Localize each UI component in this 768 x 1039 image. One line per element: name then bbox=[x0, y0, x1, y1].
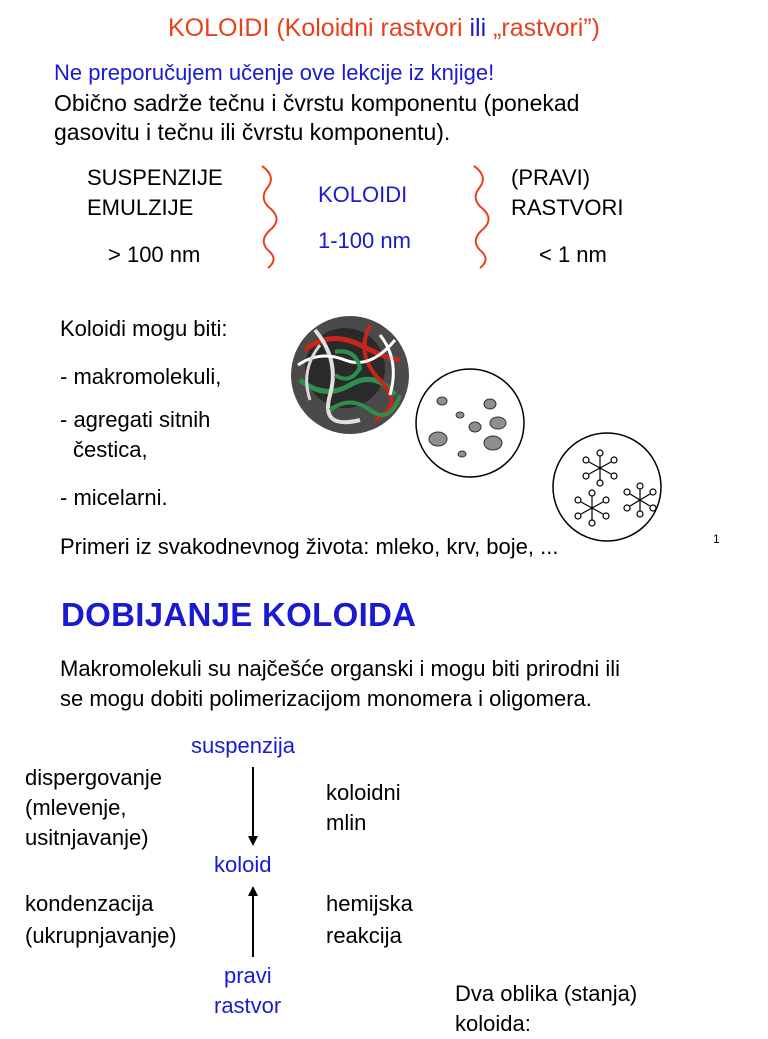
wave-separator-right bbox=[474, 166, 489, 268]
type-aggregates-cont: čestica, bbox=[73, 437, 148, 462]
types-heading: Koloidi mogu biti: bbox=[60, 316, 228, 341]
condensation-arrow bbox=[248, 886, 258, 957]
node-true-solution-2: rastvor bbox=[214, 993, 282, 1018]
wave-separator-left bbox=[262, 166, 277, 268]
type-micellar: - micelarni. bbox=[60, 485, 168, 510]
type-macromolecules: - makromolekuli, bbox=[60, 364, 222, 389]
solution-size: < 1 nm bbox=[539, 242, 607, 267]
title-part3: „rastvori”) bbox=[493, 14, 601, 42]
solutions-label: RASTVORI bbox=[511, 195, 624, 220]
section-title: DOBIJANJE KOLOIDA bbox=[61, 596, 417, 633]
dispersion-line-1: dispergovanje bbox=[25, 765, 162, 790]
micelle-illustration bbox=[553, 433, 661, 541]
suspensions-label: SUSPENZIJE bbox=[87, 165, 223, 190]
examples-text: Primeri iz svakodnevnog života: mleko, krv, boje, ... bbox=[60, 534, 559, 559]
paragraph-line-2: se mogu dobiti polimerizacijom monomera i oligomera. bbox=[60, 686, 592, 711]
reaction-line-2: reakcija bbox=[326, 923, 402, 948]
dispersion-arrow bbox=[248, 767, 258, 846]
condensation-line-1: kondenzacija bbox=[25, 891, 154, 916]
page-number: 1 bbox=[713, 532, 720, 546]
paragraph-line-1: Makromolekuli su najčešće organski i mogu biti prirodni ili bbox=[60, 656, 621, 681]
node-colloid: koloid bbox=[214, 852, 272, 877]
title-part2: ili bbox=[462, 14, 494, 42]
colloid-size: 1-100 nm bbox=[318, 228, 411, 253]
condensation-line-2: (ukrupnjavanje) bbox=[25, 923, 177, 948]
type-aggregates: - agregati sitnih bbox=[60, 407, 211, 432]
node-true-solution-1: pravi bbox=[224, 963, 272, 988]
suspension-size: > 100 nm bbox=[108, 242, 201, 267]
dispersion-line-2: (mlevenje, bbox=[25, 795, 127, 820]
mill-line-1: koloidni bbox=[326, 780, 401, 805]
emulsions-label: EMULZIJE bbox=[87, 195, 194, 220]
colloids-label: KOLOIDI bbox=[318, 182, 408, 207]
reaction-line-1: hemijska bbox=[326, 891, 413, 916]
intro-line-2: gasovitu i tečnu ili čvrstu komponentu). bbox=[54, 119, 451, 145]
true-label: (PRAVI) bbox=[511, 165, 591, 190]
forms-line-2: koloida: bbox=[455, 1011, 531, 1036]
macromolecule-illustration bbox=[291, 316, 409, 434]
intro-line-1: Obično sadrže tečnu i čvrstu komponentu (ponekad bbox=[54, 90, 580, 116]
mill-line-2: mlin bbox=[326, 810, 367, 835]
aggregate-particles-illustration bbox=[416, 369, 524, 477]
title-part1: KOLOIDI (Koloidni rastvori bbox=[167, 14, 463, 42]
dispersion-line-3: usitnjavanje) bbox=[25, 825, 149, 850]
forms-line-1: Dva oblika (stanja) bbox=[455, 981, 638, 1006]
node-suspension: suspenzija bbox=[191, 733, 295, 758]
warning-text: Ne preporučujem učenje ove lekcije iz knjige! bbox=[54, 60, 495, 85]
